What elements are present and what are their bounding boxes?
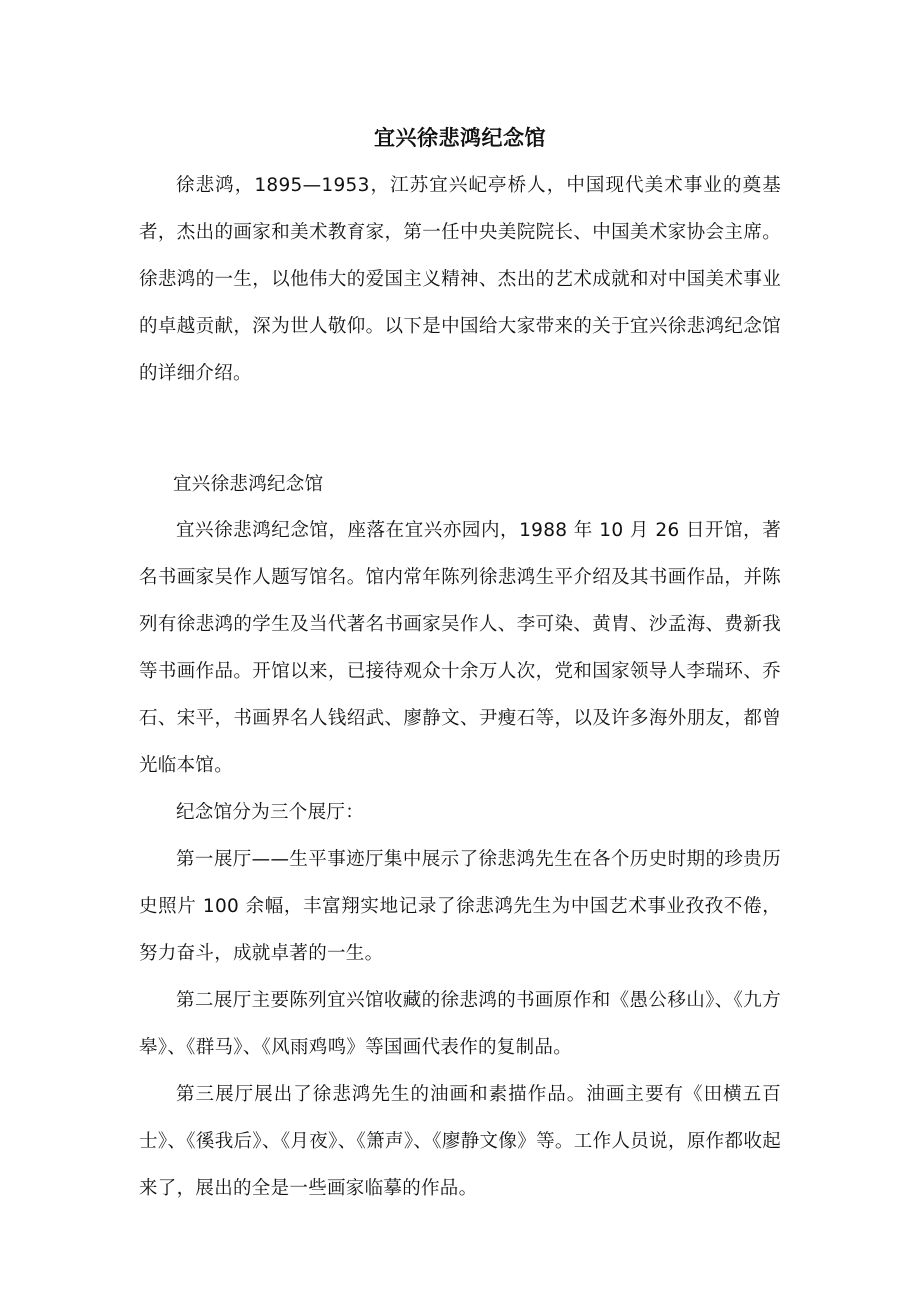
paragraph-halls-intro: 纪念馆分为三个展厅： (176, 802, 365, 823)
document-title: 宜兴徐悲鸿纪念馆 (374, 126, 546, 150)
paragraph-hall-three: 第三展厅展出了徐悲鸿先生的油画和素描作品。油画主要有《田横五百士》、《徯我后》、《月夜》、《箫声》、《廖静文像》等。工作人员说，原作都收起来了，展出的全是一些画家临摹的作品。 (139, 1084, 781, 1199)
document-page (139, 118, 781, 1212)
paragraph-hall-one: 第一展厅——生平事迹厅集中展示了徐悲鸿先生在各个历史时期的珍贵历史照片 100 余幅，丰富翔实地记录了徐悲鸿先生为中国艺术事业孜孜不倦，努力奋斗，成就卓著的一生。 (139, 849, 781, 964)
section-heading: 宜兴徐悲鸿纪念馆 (173, 474, 324, 495)
intro-paragraph: 徐悲鸿，1895—1953，江苏宜兴屺亭桥人，中国现代美术事业的奠基者，杰出的画家和美术教育家，第一任中央美院院长、中国美术家协会主席。徐悲鸿的一生，以他伟大的爱国主义精神、杰出的艺术成就和对中国美术事业的卓越贡献，深为世人敬仰。以下是中国给大家带来的关于宜兴徐悲鸿纪念馆的详细介绍。 (139, 175, 781, 384)
paragraph-museum-overview: 宜兴徐悲鸿纪念馆，座落在宜兴亦园内，1988 年 10 月 26 日开馆，著名书画家吴作人题写馆名。馆内常年陈列徐悲鸿生平介绍及其书画作品，并陈列有徐悲鸿的学生及当代著名书画家吴作人、李可染、黄胄、沙孟海、费新我等书画作品。开馆以来，已接待观众十余万人次，党和国家领导人李瑞环、乔石、宋平，书画界名人钱绍武、廖静文、尹瘦石等，以及许多海外朋友，都曾光临本馆。 (139, 520, 781, 776)
paragraph-hall-two: 第二展厅主要陈列宜兴馆收藏的徐悲鸿的书画原作和《愚公移山》、《九方皋》、《群马》、《风雨鸡鸣》等国画代表作的复制品。 (139, 990, 781, 1058)
